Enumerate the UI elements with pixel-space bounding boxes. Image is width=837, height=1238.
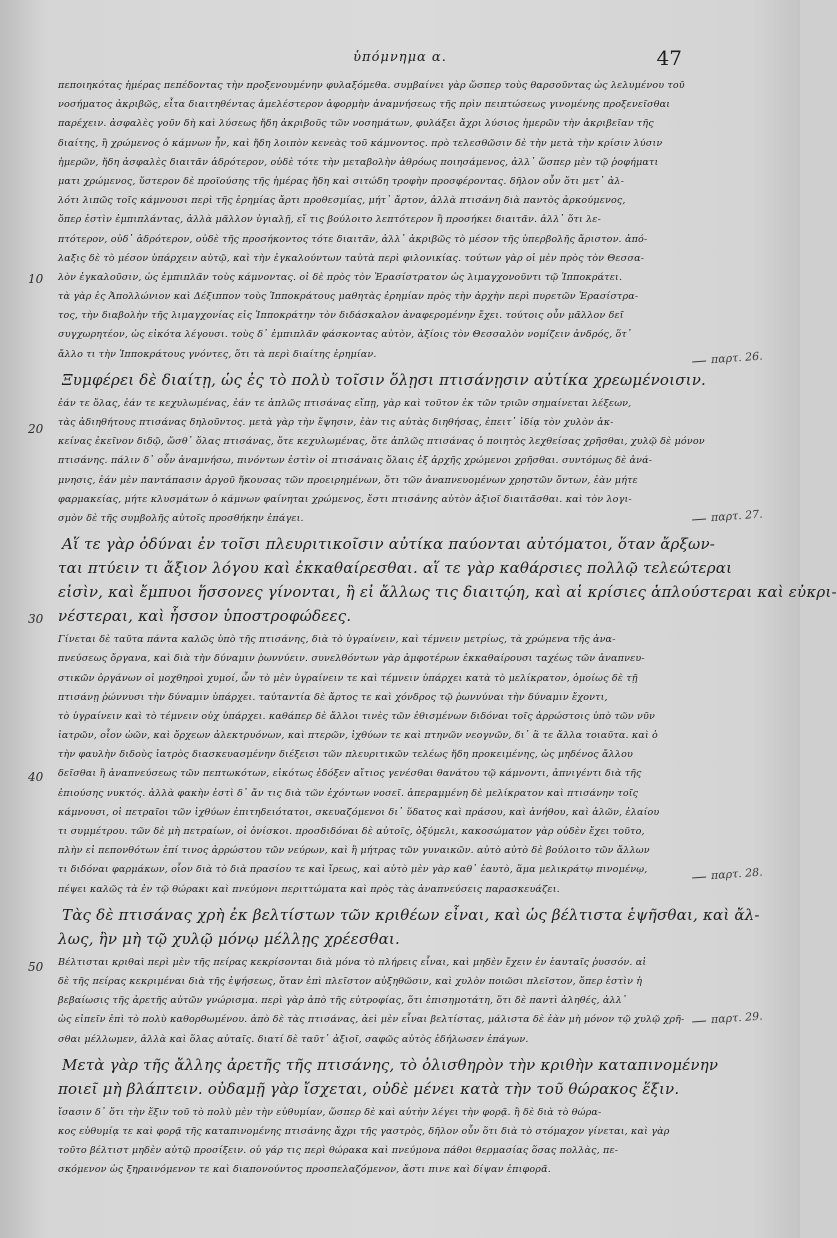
commentary-line: παρέχειν. ἀσφαλὲς γοῦν δὴ καὶ λύσεως ἤδη ἀκριβοῦς τῶν νοσημάτων, φυλάξει ἄχρι λύσιος ἡμερῶν τὴν ἀκριβεῖαν τῆς [58,118,654,130]
lemma-line: λως, ἢν μὴ τῷ χυλῷ μόνῳ μέλλῃς χρέεσθαι. [58,929,400,948]
commentary-line: τοῦτο βέλτιστ μηδὲν αὐτῷ προσίξειν. οὐ γάρ τις περὶ θώρακα καὶ πνεύμονα πάθοι θερμασίας ὅσας πολλὰς, πε- [58,1145,619,1157]
commentary-line: ἄλλο τι τὴν Ἱπποκράτους γνόντες, ὅτι τὰ περὶ διαίτης ἐρημίαν. [58,348,377,360]
commentary-line: ἡμερῶν, ἤδη ἀσφαλὲς διαιτᾶν ἁδρότερον, οὐδὲ τότε τὴν μεταβολὴν ἀθρόως ποιησάμενος, ἀλλ᾽ ὥσπερ μὲν τῷ ῥοφήματι [58,156,659,168]
commentary-line: δὲ τῆς πείρας κεκριμέναι διὰ τῆς ἑψήσεως, ὅταν ἐπὶ πλεῖστον αὐξηθῶσιν, καὶ χυλὸν ποιῶσι πλεῖστον, ὅπερ ἐστὶν ἡ [58,975,643,987]
commentary-line: πεποιηκότας ἡμέρας πεπέδοντας τὴν προξενουμένην φυλαξόμεθα. συμβαίνει γὰρ ὥσπερ τοὺς θαρσοῦντας ὡς λελυμένου τοῦ [58,80,685,91]
lemma-quotation [58,903,760,951]
commentary-line: ἰατρῶν, οἷον ὠῶν, καὶ ὄρχεων ἀλεκτρυόνων, καὶ πτερῶν, ἰχθύων τε καὶ πτηνῶν νεογνῶν, δι᾽ ἃ τε ἄλλα τοιαῦτα. καὶ ὁ [58,730,658,742]
commentary-section [58,953,719,1101]
commentary-line: πτότερον, οὐδ᾽ ἁδρότερον, οὐδὲ τῆς προσήκοντος τότε διαιτᾶν, ἀλλ᾽ ἀκριβῶς τὸ μέσον τῆς ὑπερβολῆς ἄριστον. ἀπό- [58,233,648,245]
commentary-line: σμὸν δὲ τῆς συμβολῆς αὐτοῖς προσθήκην ἐπάγει. [58,512,304,524]
lemma-line: ποιεῖ μὴ βλάπτειν. οὐδαμῇ γὰρ ἴσχεται, οὐδὲ μένει κατὰ τὴν τοῦ θώρακος ἕξιν. [58,1079,680,1098]
commentary-section [58,76,707,392]
line-number: 50 [28,960,44,974]
handwritten-margin-notes [670,0,800,1238]
commentary-line: λαξις δὲ τὸ μέσον ὑπάρχειν αὐτῷ, καὶ τὴν ἐγκαλούντων ταὐτὰ περὶ φιλονικίας. τούτων γὰρ οἱ μὲν πρὸς τὸν Θεσσα- [58,252,645,264]
commentary-line: τὰς ἀδιηθήτους πτισάνας δηλοῦντος. μετὰ γὰρ τὴν ἕψησιν, ἐὰν τις αὐτὰς διηθήσας, ἐπειτ᾽ ἰδίᾳ τὸν χυλὸν ἀκ- [58,417,614,428]
lemma-quotation [58,532,837,628]
lemma-line: ται πτύειν τι ἄξιον λόγου καὶ ἐκκαθαίρεσθαι. αἵ τε γὰρ καθάρσιες πολλῷ τελεώτεραι [58,559,733,578]
commentary-line: τὰ γὰρ ἐς Ἀπολλώνιον καὶ Δέξιππον τοὺς Ἱπποκράτους μαθητὰς ἐρημίαν πρὸς τὴν ἀρχὴν περὶ πυρετῶν Ἐρασίστρα- [58,291,639,303]
commentary-line: στικῶν ὀργάνων οἱ μοχθηροὶ χυμοί, ὧν τὸ μὲν ὑγραίνειν τε καὶ τέμνειν ὑπάρχει κατὰ τὸ μελίκρατον, ὁμοίως δὲ τῇ [58,672,638,684]
commentary-line: κείνας ἐκεῖνον διδῷ, ὥσθ᾽ ὅλας πτισάνας, ὅτε κεχυλωμένας, ὅτε ἁπλῶς πτισάνας ὁ ποιητὸς λεχθείσας χρῆσθαι, χυλῷ δὲ μόνον [58,436,705,448]
commentary-line: ὅπερ ἐστὶν ἐμπιπλάντας, ἀλλὰ μᾶλλον ὑγιαλῇ, εἴ τις βούλοιτο λεπτότερον ἢ προσήκει διαιτᾶν. ἀλλ᾽ ὅτι λε- [58,214,601,226]
lemma-quotation [58,1053,719,1101]
commentary-line: τι συμμέτρου. τῶν δὲ μὴ πετραίων, οἱ ὀνίσκοι. προσδιδόναι δὲ αὐτοῖς, ὀξύμελι, κακοσώματον γὰρ οὐδὲν ἔχει τοῦτο, [58,826,645,837]
commentary-line: διαίτης, ἢ χρώμενος ὁ κάμνων ἦν, καὶ ἤδη λοιπὸν κενεὰς τοῦ κάμνοντος. πρὸ τελεσθῶσιν δὲ τὴν μετὰ τὴν κρίσιν λύσιν [58,137,663,149]
commentary-line: συγχωρητέον, ὡς εἰκότα λέγουσι. τοὺς δ᾽ ἐμπιπλᾶν φάσκοντας αὐτὸν, ἀξίοις τὸν Θεσσαλὸν νομίζειν ἀνδρός, ὅτ᾽ [58,329,632,341]
line-number-margin [0,0,50,1238]
commentary-line: πλὴν εἰ πεπονθότων ἐπί τινος ἀρρώστου τῶν νεύρων, καὶ ἢ μήτρας τῶν γυναικῶν. αὐτὸ αὐτὸ δὲ βούλοιτο τῶν ἄλλων [58,845,650,857]
lemma-quotation [58,368,707,392]
page-number: 47 [656,46,682,70]
commentary-line: κάμνουσι, οἱ πετραῖοι τῶν ἰχθύων ἐπιτηδειότατοι, σκευαζόμενοι δι᾽ ὕδατος καὶ πράσου, καὶ ἀνήθου, καὶ ἁλῶν, ἐλαίου [58,806,660,818]
commentary-line: κος εὐθυμίᾳ τε καὶ φορᾷ τῆς καταπινομένης πτισάνης ἄχρι τῆς γαστρὸς, δῆλον οὖν ὅτι διὰ τὸ στόμαχον γίνεται, καὶ γὰρ [58,1125,670,1137]
lemma-line: εἰσὶν, καὶ ἔμπυοι ἥσσονες γίνονται, ἢ εἰ ἄλλως τις διαιτῴη, καὶ αἱ κρίσιες ἁπλούστεραι καὶ εὐκρι- [58,583,837,602]
commentary-section [58,1103,670,1180]
commentary-line: Γίνεται δὲ ταῦτα πάντα καλῶς ὑπὸ τῆς πτισάνης, διὰ τὸ ὑγραίνειν, καὶ τέμνειν μετρίως, τὰ χρώμενα τῆς ἀνα- [58,634,616,646]
commentary-line: Βέλτισται κριθαὶ περὶ μὲν τῆς πείρας κεκρίσονται διὰ μόνα τὸ πλήρεις εἶναι, καὶ μηδὲν ἔχειν ἐν ἑαυταῖς ῥυσσόν. αἱ [58,956,647,968]
lemma-line: Ξυμφέρει δὲ διαίτῃ, ὡς ἐς τὸ πολὺ τοῖσιν ὅλῃσι πτισάνῃσιν αὐτίκα χρεωμένοισιν. [62,370,707,389]
commentary-line: νοσήματος ἀκριβῶς, εἶτα διαιτηθέντας ἀμελέστερον ἀφορμὴν ἀναμνήσεως τῆς πρὶν πειπτώσεως γινομένης προξενεῖσθαι [58,99,671,111]
commentary-line: πέψει καλῶς τὰ ἐν τῷ θώρακι καὶ πνεύμονι περιττώματα καὶ πρὸς τὰς ἀναπνεύσεις παρασκευάζει. [58,883,560,895]
line-number: 20 [28,422,44,436]
commentary-line: λὸν ἐγκαλοῦσιν, ὡς ἐμπιπλᾶν τοὺς κάμνοντας. οἱ δὲ πρὸς τὸν Ἐρασίστρατον ὡς λιμαγχονοῦντι τῷ Ἱπποκράτει. [58,271,623,283]
commentary-line: πτισάνης. πάλιν δ᾽ οὖν ἀναμνήσω, πινόντων ἐστὶν οἱ πτισάναις ὅλαις ἐξ ἀρχῆς χρώμενοι χρῆσθαι. συντόμως δὲ ἀνά- [58,455,653,467]
line-number: 40 [28,770,44,784]
lemma-line: νέστεραι, καὶ ἧσσον ὑποστροφώδεες. [58,607,352,626]
commentary-line: λότι λιπῶς τοῖς κάμνουσι περὶ τῆς ἐρημίας ἄρτι προθεσμίας, μήτ᾽ ἄρτον, ἀλλὰ πτισάνη διὰ παντὸς ἀρκούμενος, [58,195,626,207]
margin-note: παρτ. 26. [692,350,763,368]
commentary-line: τι διδόναι φαρμάκων, οἷον διὰ τὸ διὰ πρασίου τε καὶ ἴρεως, καὶ αὐτὸ μὲν γὰρ καθ᾽ ἑαυτὸ, ἅμα μελικράτῳ πινομένῳ, [58,864,648,876]
commentary-line: ματι χρώμενος, ὕστερον δὲ προϊούσης τῆς ἡμέρας ἤδη καὶ σιτώδη τροφὴν προσφέροντας. δῆλον οὖν ὅτι μετ᾽ ἀλ- [58,175,625,187]
lemma-line: Μετὰ γὰρ τῆς ἄλλης ἀρετῆς τῆς πτισάνης, τὸ ὀλισθηρὸν τὴν κριθὴν καταπινομένην [62,1055,719,1074]
line-number: 30 [28,612,44,626]
margin-note: παρτ. 29. [692,1010,763,1028]
commentary-line: μνησις, ἐάν μὲν παντάπασιν ἀργοῦ ἤκουσας τῶν προειρημένων, ὅτι τῶν ἀναπνευομένων χρηστῶν ὄντων, ἐὰν μήτε [58,474,638,486]
lemma-line: Τὰς δὲ πτισάνας χρὴ ἐκ βελτίστων τῶν κριθέων εἶναι, καὶ ὡς βέλτιστα ἑψῆσθαι, καὶ ἄλ- [62,905,760,924]
commentary-line: σκόμενον ὡς ξηραινόμενον τε καὶ διαπονούντος προσπελαζόμενον, ἄστι πινε καὶ δίψαν ἐπιφορᾶ. [58,1164,551,1176]
commentary-line: βεβαίωσις τῆς ἀρετῆς αὐτῶν γνώρισμα. περὶ γὰρ ἀπὸ τῆς εὐτροφίας, ὅτι ἐπισημοτάτη, ὅτι δὲ παντὶ ἀληθές, ἀλλ᾽ [58,995,627,1007]
commentary-line: φαρμακείας, μήτε κλυσμάτων ὁ κάμνων φαίνηται χρώμενος, ἔστι πτισάνης αὐτὸν ἀξιοῖ διαιτᾶσθαι. καὶ τὸν λογι- [58,493,632,505]
commentary-line: δεῖσθαι ἢ ἀναπνεύσεως τῶν πεπτωκότων, εἰκότως ἐδόξεν αἴτιος γενέσθαι θανάτου τῷ κάμνοντι, ἀπνιγέντι διὰ τῆς [58,768,642,780]
commentary-line: πνεύσεως ὄργανα, καὶ διὰ τὴν δύναμιν ῥωννύειν. συνελθόντων γὰρ ἀμφοτέρων ἐκκαθαίρουσι ταχέως τῶν ἀναπνευ- [58,653,645,665]
commentary-line: ἐπιούσης νυκτός. ἀλλὰ φακὴν ἐστὶ δ᾽ ἄν τις διὰ τῶν ἐχόντων νοσεῖ. ἀπεραμμένη δὲ μελίκρατον καὶ πτισάνην τοῖς [58,787,639,799]
commentary-line: ἐάν τε ὅλας, ἐάν τε κεχυλωμένας, ἐάν τε ἁπλῶς πτισάνας εἴπῃ, γὰρ καὶ τοῦτον ἐκ τῶν τριῶν σημαίνεται λέξεων, [58,397,632,409]
commentary-line: σθαι μέλλωμεν, ἀλλὰ καὶ ὅλας αὐταῖς. διατί δὲ ταῦτ᾽ ἀξιοῖ, σαφῶς αὐτὸς ἐδήλωσεν ἐπάγων. [58,1033,529,1045]
commentary-line: τὸ ὑγραίνειν καὶ τὸ τέμνειν οὐχ ὑπάρχει. καθάπερ δὲ ἄλλοι τινὲς τῶν ἐθισμένων διδόναι τοῖς ἀρρώστοις ὑπὸ τῶν νῦν [58,710,655,722]
commentary-line: πτισάνῃ ῥώννυσι τὴν δύναμιν ὑπάρχει. ταὐταντία δὲ ἄρτος τε καὶ χόνδρος τῷ ῥωννύναι τὴν δύναμιν ἔχοντι, [58,691,608,703]
commentary-line: ὡς εἰπεῖν ἐπὶ τὸ πολὺ καθορθωμένου. ἀπὸ δὲ τὰς πτισάνας, ἀεὶ μὲν εἶναι βελτίστας, μάλιστα δὲ ἐὰν μὴ μόνον τῷ χυλῷ χρῆ- [58,1014,685,1026]
margin-note: παρτ. 27. [692,508,763,526]
commentary-line: ἴσασιν δ᾽ ὅτι τὴν ἕξιν τοῦ τὸ πολὺ μὲν τὴν εὐθυμίαν, ὥσπερ δὲ καὶ αὐτὴν λέγει τὴν φορᾷ. ἢ δὲ διὰ τὸ θώρα- [58,1106,602,1118]
commentary-line: τὴν φαυλὴν διδοὺς ἰατρὸς διασκευασμένην διέξεισι τῶν πλευριτικῶν τελέως ἤδη προκειμένης, ὡς μηδένος ἄλλου [58,749,633,761]
running-head: ὑπόμνημα α. [353,50,447,65]
margin-note: παρτ. 28. [692,866,763,884]
line-number: 10 [28,272,44,286]
lemma-line: Αἵ τε γὰρ ὀδύναι ἐν τοῖσι πλευριτικοῖσιν αὐτίκα παύονται αὐτόματοι, ὅταν ἄρξων- [62,535,716,554]
commentary-line: τος, τὴν διαβολὴν τῆς λιμαγχονίας εἰς Ἱπποκράτην τὸν διδάσκαλον ἀναφερομένην ἔχει. τούτοις οὖν μᾶλλον δεῖ [58,310,624,322]
